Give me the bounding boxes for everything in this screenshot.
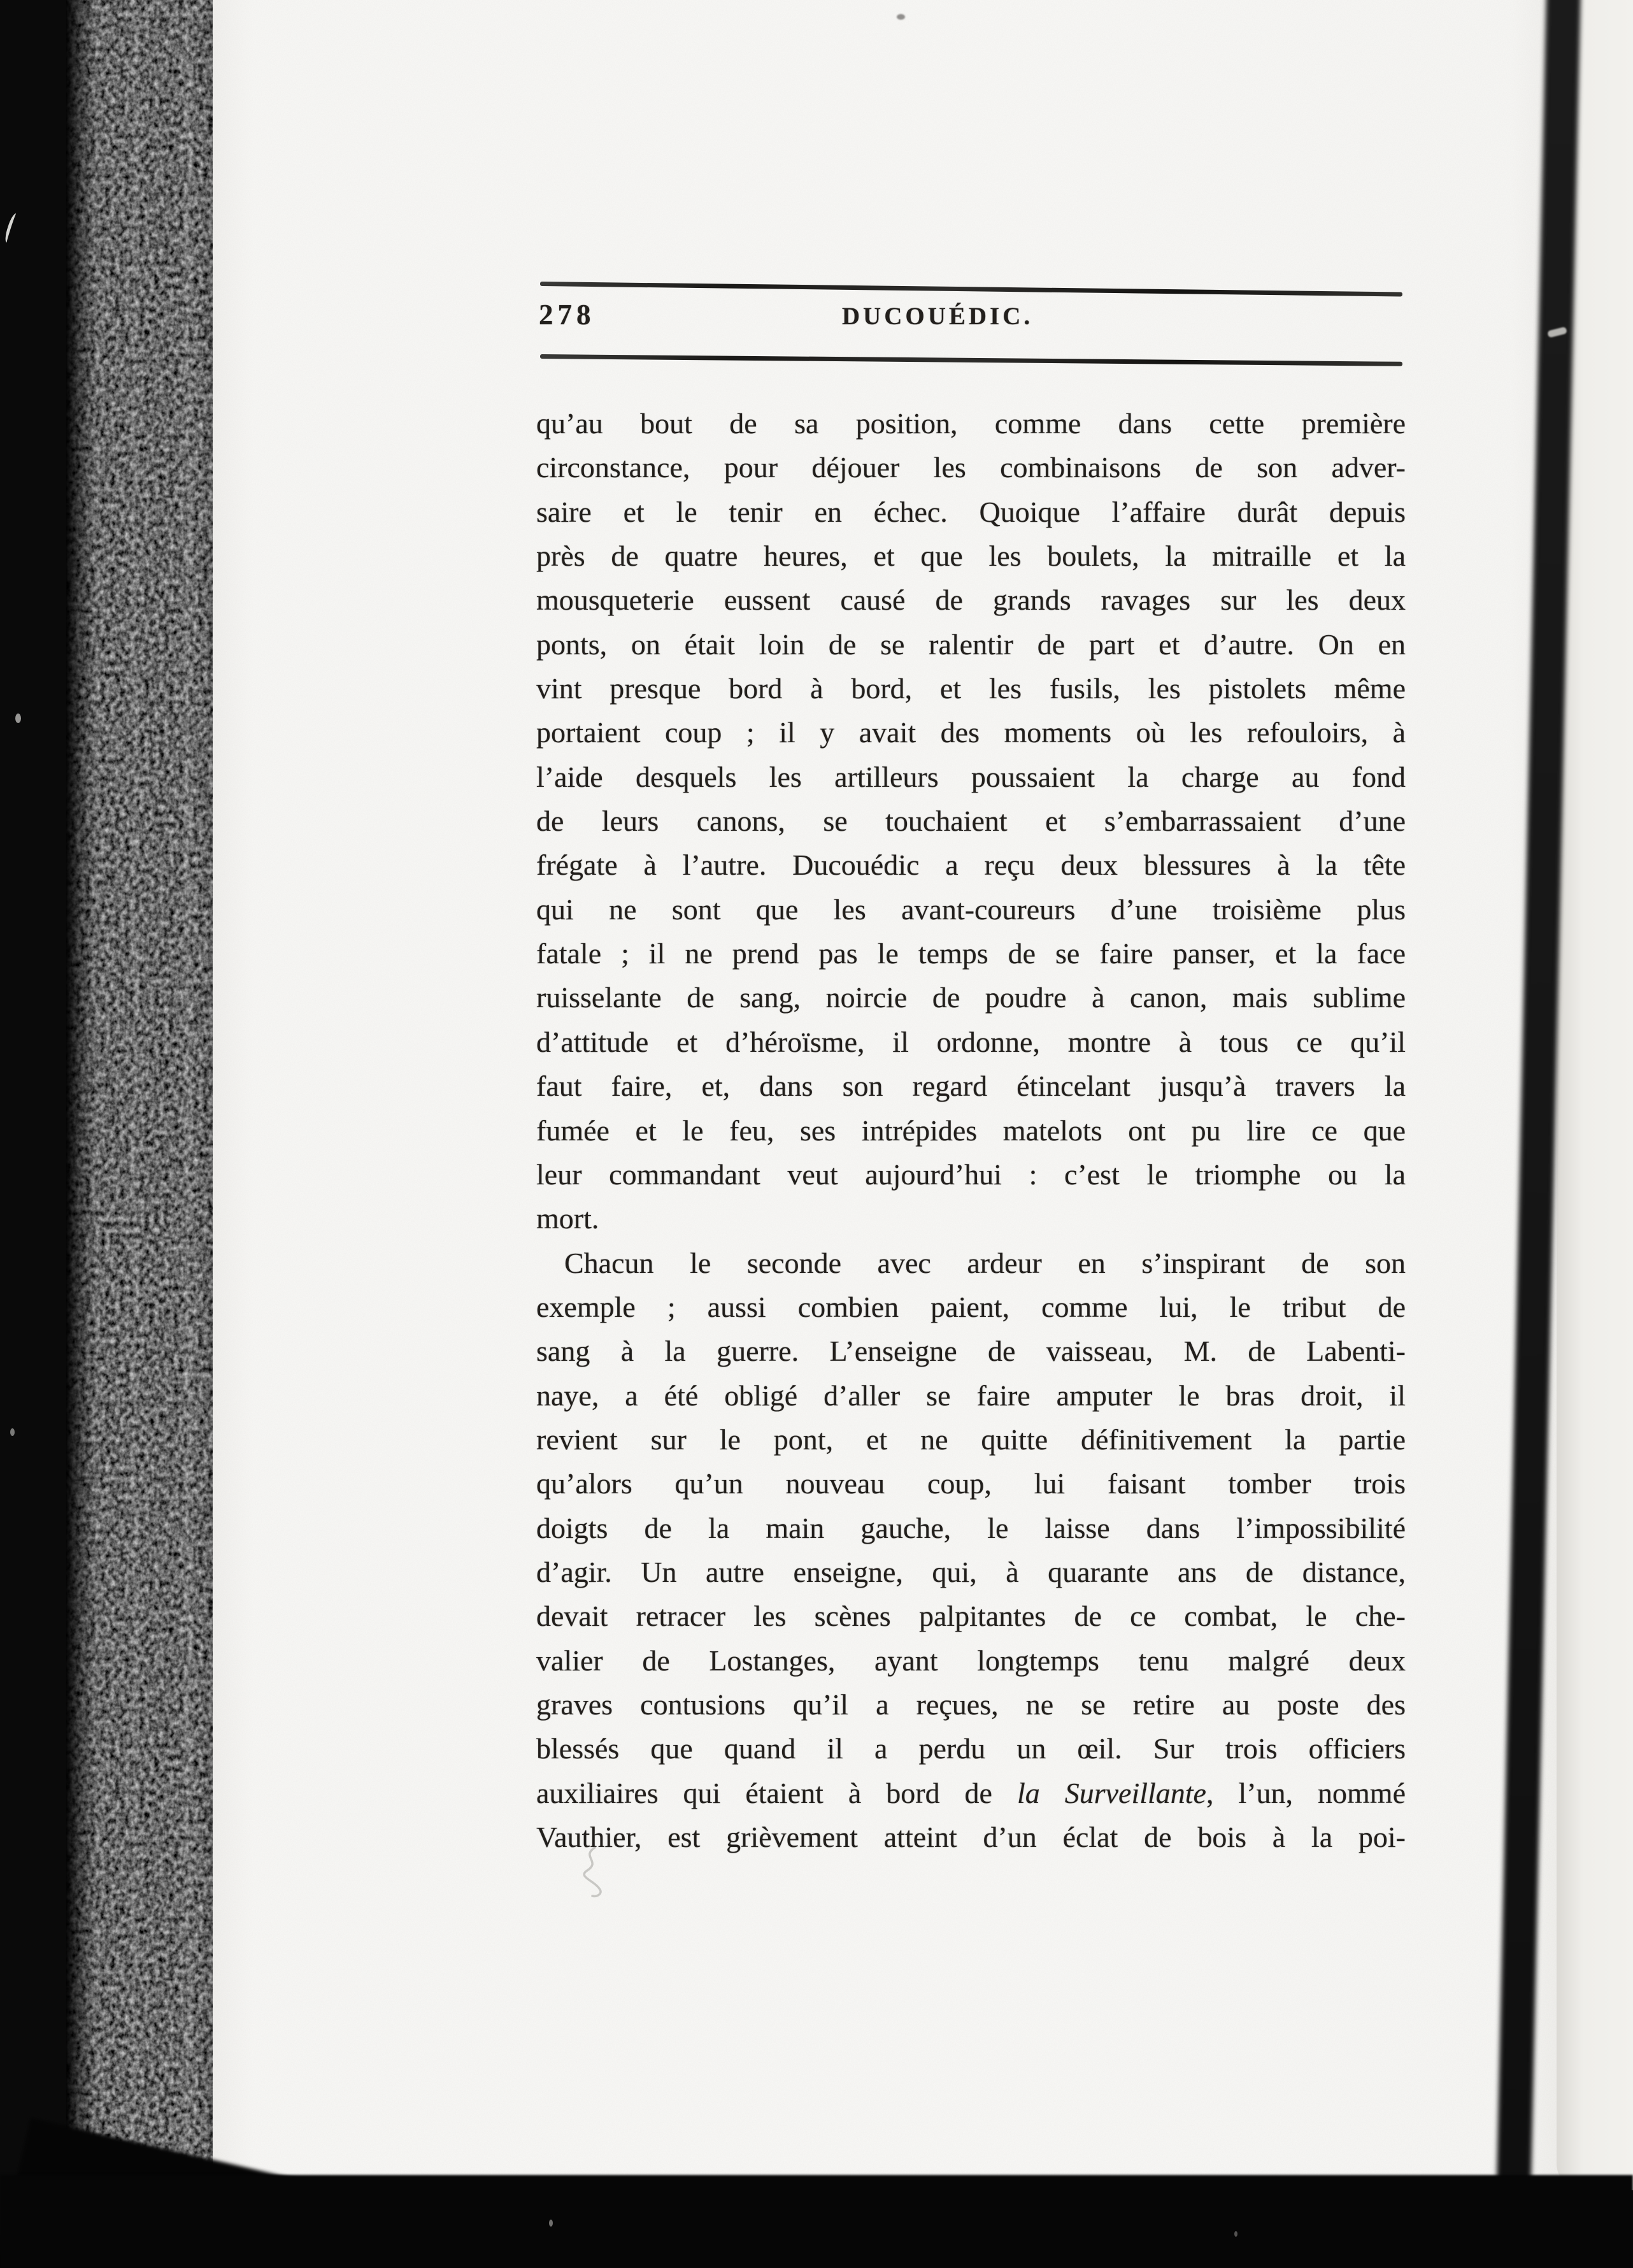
text-line	[536, 1241, 1406, 1285]
text-segment: qu’au bout de sa position, comme dans cette première	[536, 407, 1406, 440]
text-line	[536, 710, 1406, 754]
text-segment: portaient coup ; il y avait des moments où les refouloirs, à	[536, 716, 1406, 749]
text-segment: blessés que quand il a perdu un œil. Sur trois officiers	[536, 1732, 1406, 1765]
text-segment: ponts, on était loin de se ralentir de part et d’autre. On en	[536, 628, 1406, 661]
text-segment: fumée et le feu, ses intrépides matelots ont pu lire ce que	[536, 1114, 1406, 1147]
text-line	[536, 401, 1406, 445]
text-segment: près de quatre heures, et que les boulets, la mitraille et la	[536, 540, 1406, 573]
text-line	[536, 1506, 1406, 1550]
text-segment: vint presque bord à bord, et les fusils, les pistolets même	[536, 672, 1406, 705]
text-line	[536, 1815, 1406, 1859]
text-segment: fatale ; il ne prend pas le temps de se faire panser, et la face	[536, 937, 1406, 970]
dust-fleck-artifact	[15, 714, 21, 723]
italic-text-segment: la Surveillante	[1016, 1776, 1206, 1809]
text-line	[536, 1109, 1406, 1152]
text-segment: Chacun le seconde avec ardeur en s’inspirant de son	[564, 1246, 1406, 1279]
text-line	[536, 887, 1406, 931]
body-text	[536, 401, 1406, 1859]
dust-fleck-artifact	[1494, 1953, 1498, 1960]
text-line	[536, 534, 1406, 578]
text-line	[536, 1285, 1406, 1329]
text-segment: mousqueterie eussent causé de grands ravages sur les deux	[536, 584, 1406, 617]
text-segment: sang à la guerre. L’enseigne de vaisseau, M. de Labenti-	[536, 1335, 1406, 1368]
header-rule-top	[540, 282, 1402, 297]
text-line	[536, 843, 1406, 887]
text-segment: Vauthier, est grièvement atteint d’un éclat de bois à la poi-	[536, 1821, 1406, 1853]
text-line	[536, 1196, 1406, 1240]
text-line	[536, 1374, 1406, 1418]
text-segment: exemple ; aussi combien paient, comme lui, le tribut de	[536, 1290, 1406, 1323]
page-content	[536, 0, 1406, 1975]
scan-bottom-edge	[0, 2175, 1633, 2268]
text-line	[536, 1020, 1406, 1064]
text-line	[536, 931, 1406, 975]
text-line	[536, 1550, 1406, 1594]
text-line	[536, 1461, 1406, 1505]
text-line	[536, 755, 1406, 799]
dust-scratch-artifact	[3, 212, 20, 243]
text-line	[536, 1152, 1406, 1196]
text-segment: de leurs canons, se touchaient et s’embarrassaient d’une	[536, 805, 1406, 838]
text-line	[536, 490, 1406, 534]
text-segment: valier de Lostanges, ayant longtemps tenu malgré deux	[536, 1644, 1406, 1677]
text-segment: circonstance, pour déjouer les combinaisons de son adver-	[536, 451, 1406, 484]
ink-speck-artifact	[897, 14, 905, 20]
edge-shadow-gradient	[66, 0, 218, 2185]
text-line	[536, 578, 1406, 622]
text-line	[536, 1726, 1406, 1770]
text-segment: devait retracer les scènes palpitantes de ce combat, le che-	[536, 1600, 1406, 1633]
text-line	[536, 1771, 1406, 1815]
dust-fleck-artifact	[10, 1428, 15, 1436]
running-title: DUCOUÉDIC.	[841, 303, 1034, 330]
text-segment: faut faire, et, dans son regard étincelant jusqu’à travers la	[536, 1070, 1406, 1103]
text-segment: , l’un, nommé	[1206, 1776, 1406, 1809]
text-segment: leur commandant veut aujourd’hui : c’est le triomphe ou la	[536, 1158, 1406, 1191]
text-segment: saire et le tenir en échec. Quoique l’affaire durât depuis	[536, 495, 1406, 528]
text-segment: graves contusions qu’il a reçues, ne se retire au poste des	[536, 1688, 1406, 1721]
book-edge-texture	[66, 0, 218, 2185]
dust-fleck-artifact	[1234, 2231, 1237, 2237]
text-segment: mort.	[536, 1202, 599, 1235]
page-number: 278	[539, 299, 595, 331]
text-line	[536, 1639, 1406, 1683]
pencil-smudge-artifact	[562, 1842, 632, 1913]
text-segment: doigts de la main gauche, le laisse dans l’impossibilité	[536, 1511, 1406, 1544]
text-line	[536, 445, 1406, 489]
text-line	[536, 975, 1406, 1019]
text-segment: revient sur le pont, et ne quitte définitivement la partie	[536, 1423, 1406, 1456]
text-line	[536, 622, 1406, 666]
text-line	[536, 666, 1406, 710]
text-line	[536, 1329, 1406, 1373]
text-segment: d’agir. Un autre enseigne, qui, à quarante ans de distance,	[536, 1555, 1406, 1588]
dust-fleck-artifact	[549, 2220, 553, 2227]
text-segment: auxiliaires qui étaient à bord de	[536, 1776, 1017, 1809]
header-rule-bottom	[540, 354, 1402, 366]
text-segment: qui ne sont que les avant-coureurs d’une troisième plus	[536, 893, 1406, 926]
text-line	[536, 799, 1406, 843]
text-segment: d’attitude et d’héroïsme, il ordonne, montre à tous ce qu’il	[536, 1025, 1406, 1058]
text-segment: frégate à l’autre. Ducouédic a reçu deux blessures à la tête	[536, 849, 1406, 882]
text-line	[536, 1418, 1406, 1461]
text-line	[536, 1594, 1406, 1638]
text-segment: l’aide desquels les artilleurs poussaient la charge au fond	[536, 760, 1406, 793]
text-segment: qu’alors qu’un nouveau coup, lui faisant tomber trois	[536, 1467, 1406, 1500]
text-line	[536, 1064, 1406, 1108]
text-segment: ruisselante de sang, noircie de poudre à canon, mais sublime	[536, 981, 1406, 1014]
text-line	[536, 1683, 1406, 1726]
text-segment: naye, a été obligé d’aller se faire amputer le bras droit, il	[536, 1379, 1406, 1412]
